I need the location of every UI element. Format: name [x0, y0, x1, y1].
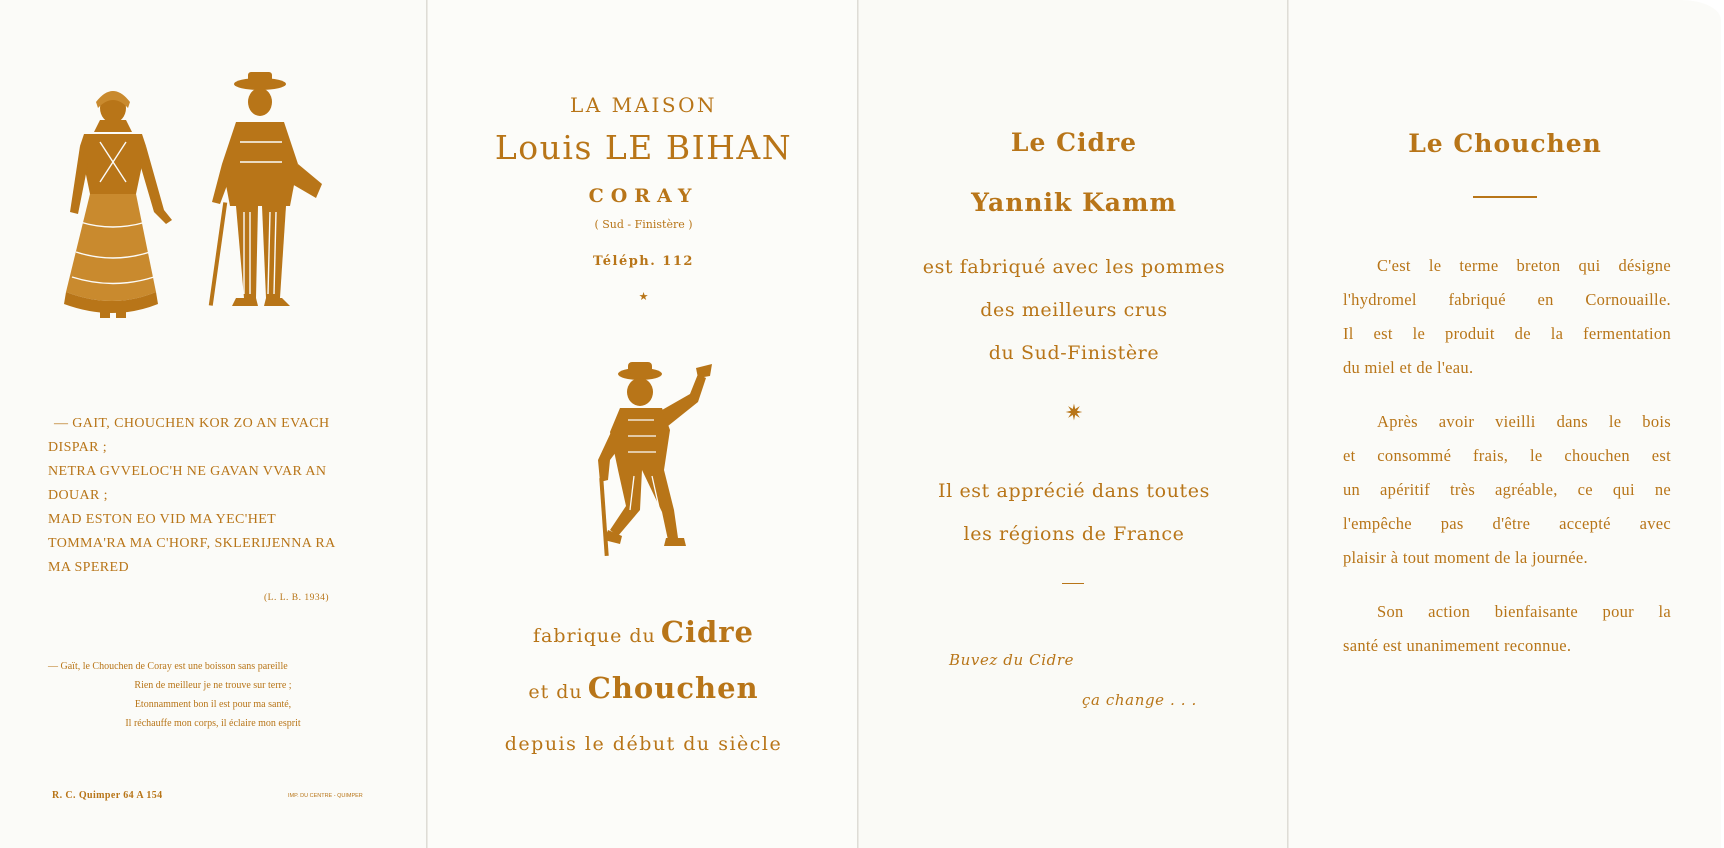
poem-line: — Gaït, le Chouchen de Coray est une boisson sans pareille	[48, 661, 288, 672]
paragraph-1	[1343, 249, 1671, 385]
house-label: LA MAISON	[569, 93, 717, 117]
slogan-line-2: ça change . . .	[1082, 691, 1197, 709]
star-ornament: ★	[638, 291, 649, 303]
breton-couple-illustration	[60, 72, 390, 362]
poem-line: Etonnamment bon il est pour ma santé,	[134, 699, 292, 710]
poem-line: NETRA GVVELOC'H NE GAVAN VVAR AN	[48, 464, 327, 479]
poem-line: — GAIT, CHOUCHEN KOR ZO AN EVACH	[54, 416, 330, 431]
cider-word: Cidre	[660, 615, 754, 649]
poem-line: Il réchauffe mon corps, il éclaire mon esprit	[125, 718, 301, 729]
desc-line: des meilleurs crus	[980, 299, 1168, 321]
cider-line	[428, 615, 859, 649]
desc-line: du Sud-Finistère	[988, 342, 1160, 364]
poem-line: DOUAR ;	[48, 488, 108, 503]
cider-line-prefix: fabrique du	[533, 625, 656, 647]
paragraph-2	[1343, 405, 1671, 575]
breton-poem	[48, 412, 378, 580]
para-line: C'est le terme breton qui désigne	[1377, 256, 1671, 275]
cider-description	[859, 246, 1289, 375]
slogan-line-1: Buvez du Cidre	[949, 651, 1075, 669]
paragraph-3	[1343, 595, 1671, 663]
para-line: un apéritif très agréable, ce qui ne	[1343, 480, 1671, 499]
poem-line: TOMMA'RA MA C'HORF, SKLERIJENNA RA	[48, 536, 336, 551]
town-name: CORAY	[588, 185, 699, 207]
desc-line: est fabriqué avec les pommes	[922, 256, 1226, 278]
chouchen-line-prefix: et du	[528, 681, 583, 703]
poem-line: DISPAR ;	[48, 440, 108, 455]
cider-appreciation	[859, 470, 1289, 556]
cider-brand: Yannik Kamm	[971, 188, 1177, 217]
para-line: l'hydromel fabriqué en Cornouaille.	[1343, 290, 1671, 309]
para-line: Après avoir vieilli dans le bois	[1377, 412, 1671, 431]
title-underline	[1473, 196, 1537, 198]
region-name: ( Sud - Finistère )	[594, 218, 693, 231]
poem-line: Rien de meilleur je ne trouve sur terre ;	[134, 680, 292, 691]
appreciation-line: les régions de France	[963, 523, 1185, 545]
panel-chouchen	[1289, 0, 1721, 848]
appreciation-line: Il est apprécié dans toutes	[938, 480, 1210, 502]
para-line: santé est unanimement reconnue.	[1343, 636, 1572, 655]
french-poem	[48, 657, 378, 733]
chouchen-word: Chouchen	[587, 671, 759, 705]
para-line: du miel et de l'eau.	[1343, 358, 1474, 377]
asterisk-ornament: ✷	[1064, 400, 1084, 425]
poem-line: MA SPERED	[48, 560, 130, 575]
panel-cover	[428, 0, 859, 848]
registry-number: R. C. Quimper 64 A 154	[52, 790, 163, 801]
printer-credit: IMP. DU CENTRE - QUIMPER	[288, 793, 363, 799]
para-line: Son action bienfaisante pour la	[1377, 602, 1671, 621]
para-line: plaisir à tout moment de la journée.	[1343, 548, 1588, 567]
para-line: Il est le produit de la fermentation	[1343, 324, 1671, 343]
para-line: et consommé frais, le chouchen est	[1343, 446, 1671, 465]
panel-poem	[0, 0, 428, 848]
phone-number: Téléph. 112	[593, 254, 694, 269]
dancing-man-illustration	[578, 360, 718, 560]
since-line: depuis le début du siècle	[504, 733, 783, 755]
para-line: l'empêche pas d'être accepté avec	[1343, 514, 1671, 533]
chouchen-line	[428, 671, 859, 705]
poem-line: MAD ESTON EO VID MA YEC'HET	[48, 512, 277, 527]
cider-title: Le Cidre	[1010, 128, 1138, 157]
poem-signature: (L. L. B. 1934)	[264, 593, 330, 603]
short-divider	[1062, 583, 1084, 584]
man-figure	[209, 72, 322, 306]
chouchen-title: Le Chouchen	[1408, 129, 1602, 158]
panel-cider	[859, 0, 1289, 848]
house-name: Louis LE BIHAN	[494, 128, 793, 167]
